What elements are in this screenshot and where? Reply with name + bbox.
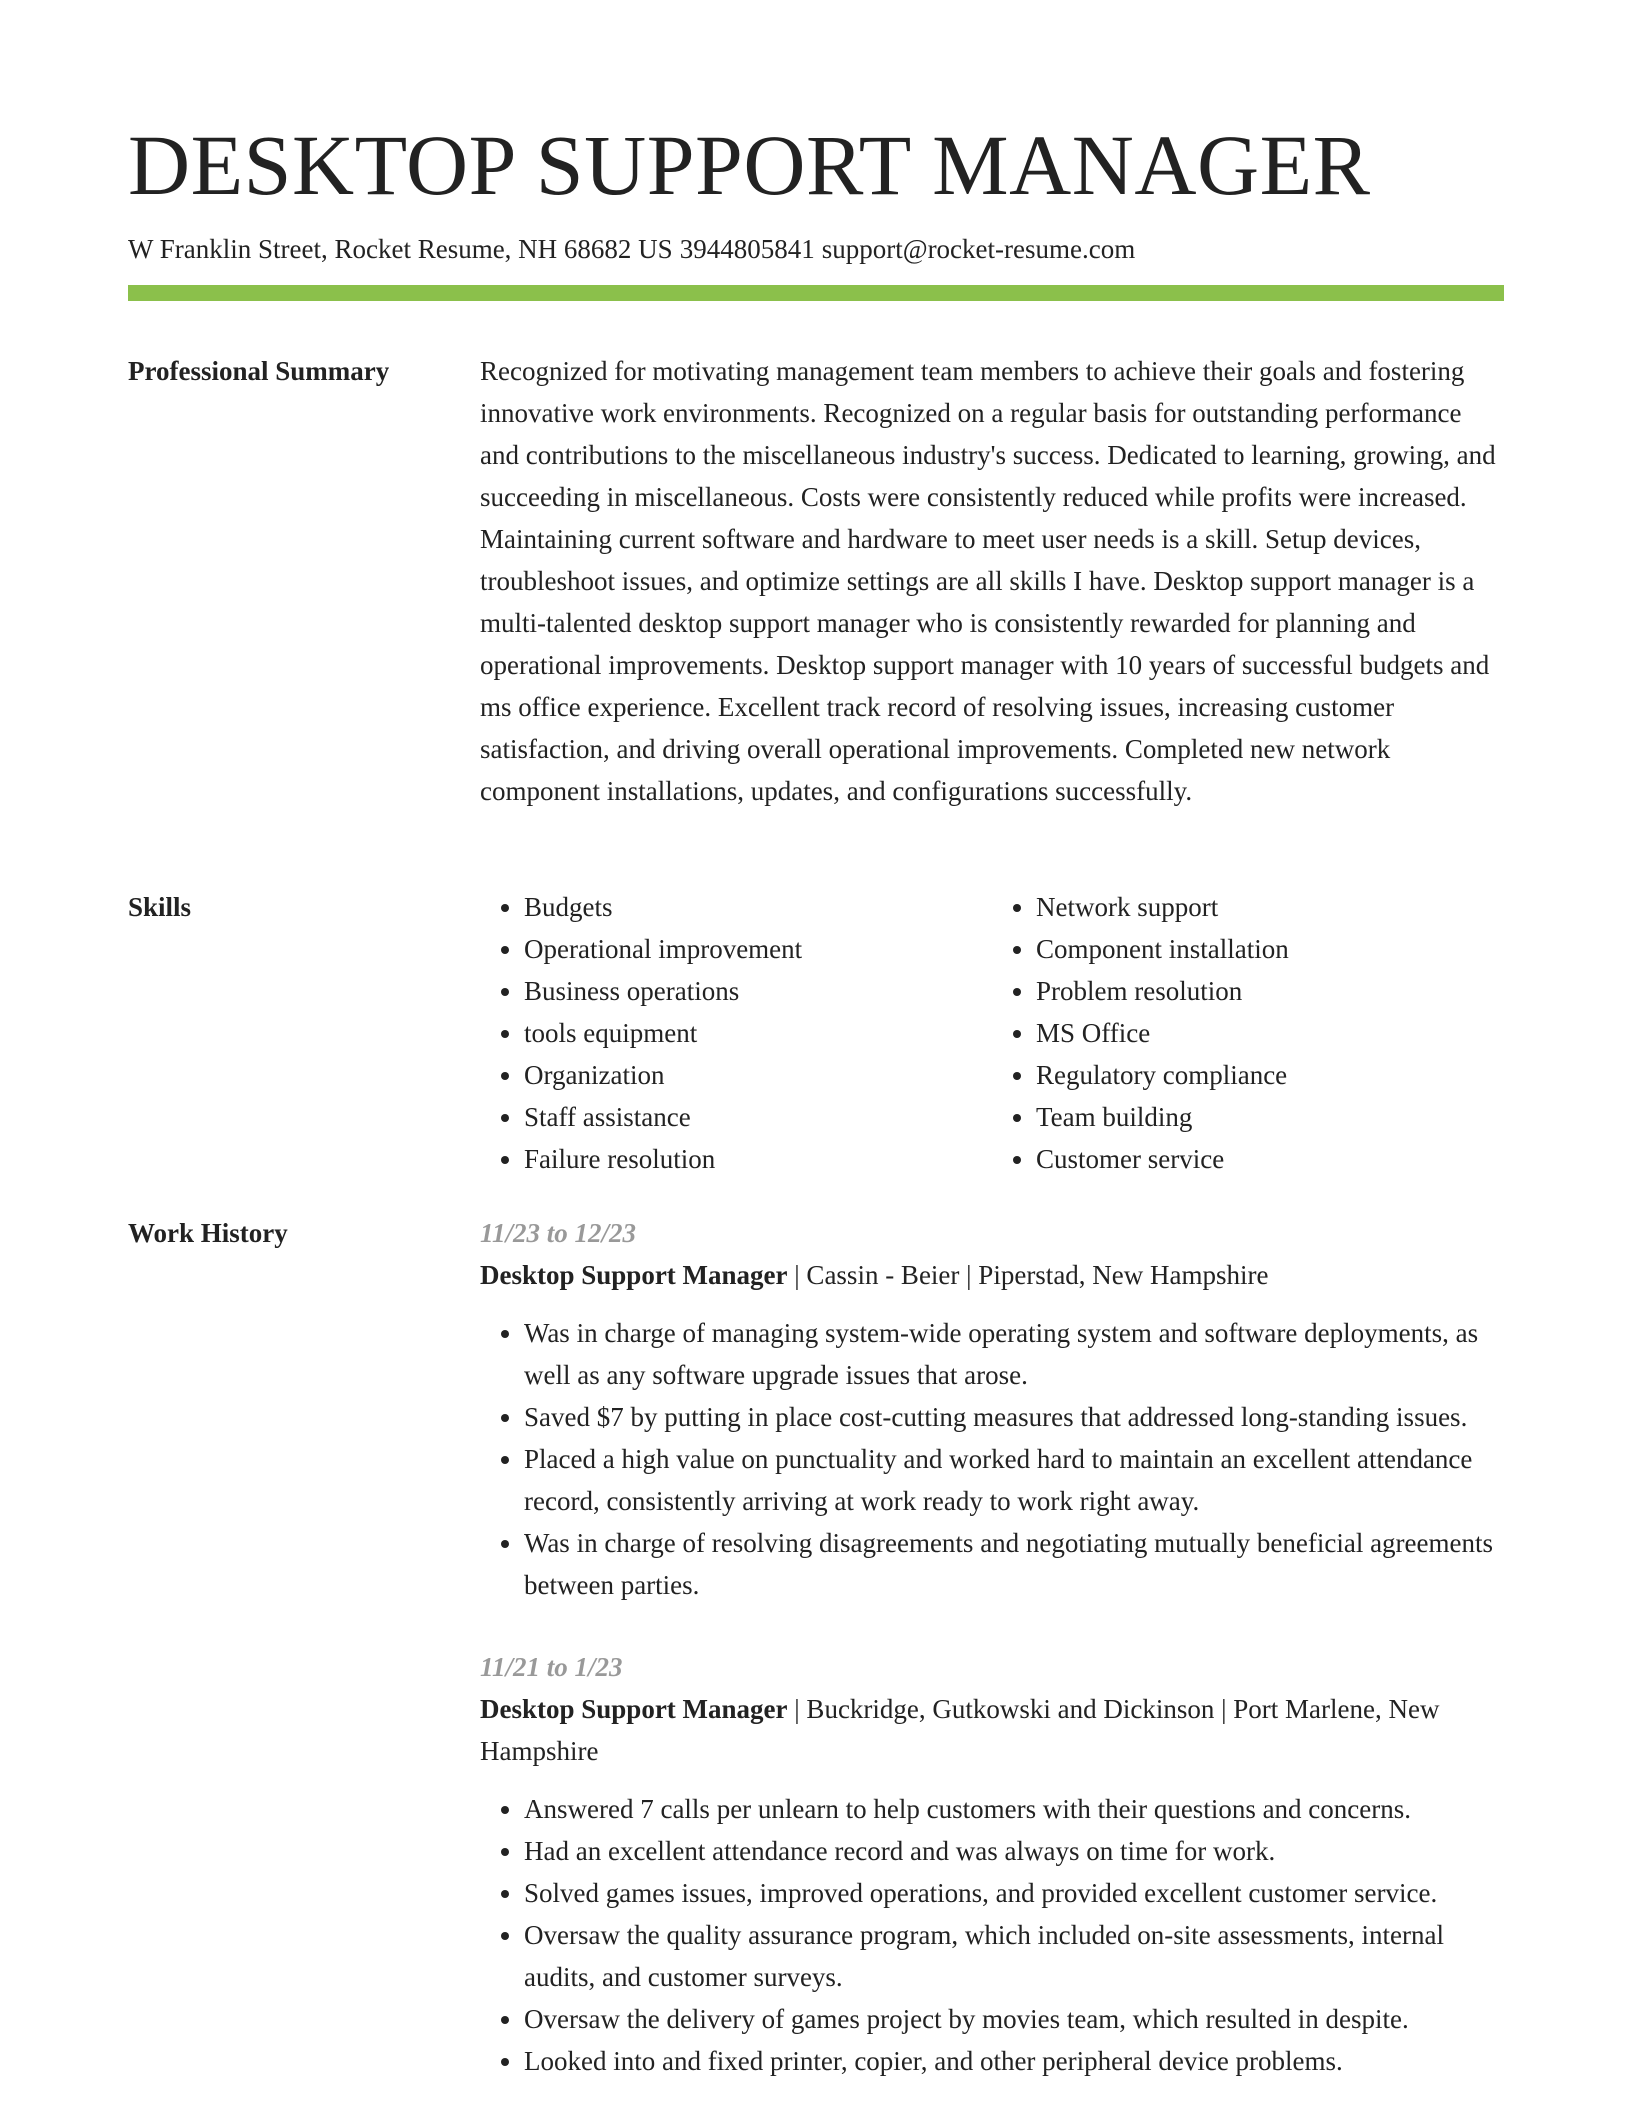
job-header xyxy=(480,1688,1504,1772)
work-history-body xyxy=(480,1212,1504,2122)
summary-heading: Professional Summary xyxy=(128,356,390,386)
resume-title: DESKTOP SUPPORT MANAGER xyxy=(128,117,1371,213)
skill-item: • Problem resolution xyxy=(1036,970,1504,1012)
job-bullet: • Had an excellent attendance record and was always on time for work. xyxy=(524,1830,1504,1872)
skill-item: • Network support xyxy=(1036,886,1504,928)
skills-list-right xyxy=(992,886,1504,1180)
skills-columns xyxy=(480,886,1504,1180)
job-bullet: • Was in charge of resolving disagreements and negotiating mutually beneficial agreements between parties. xyxy=(524,1522,1504,1606)
skill-item: • Budgets xyxy=(524,886,992,928)
skill-item: • Staff assistance xyxy=(524,1096,992,1138)
skill-item: • Customer service xyxy=(1036,1138,1504,1180)
summary-body xyxy=(480,350,1504,812)
contact-email: support@rocket-resume.com xyxy=(821,234,1136,264)
job-header xyxy=(480,1254,1504,1296)
job-bullet: • Placed a high value on punctuality and worked hard to maintain an excellent attendance record, consistently arriving at work ready to work right away. xyxy=(524,1438,1504,1522)
job-company-location: | Buckridge, Gutkowski and Dickinson | Port Marlene, New Hampshire xyxy=(480,1694,1440,1766)
skills-body xyxy=(480,886,1504,1180)
job-bullet: • Saved $7 by putting in place cost-cutting measures that addressed long-standing issues. xyxy=(524,1396,1504,1438)
skill-item: • Component installation xyxy=(1036,928,1504,970)
job-bullet: • Oversaw the delivery of games project by movies team, which resulted in despite. xyxy=(524,1998,1504,2040)
skill-item: • Regulatory compliance xyxy=(1036,1054,1504,1096)
skill-item: • Organization xyxy=(524,1054,992,1096)
job-bullet: • Answered 7 calls per unlearn to help customers with their questions and concerns. xyxy=(524,1788,1504,1830)
skills-list-left xyxy=(480,886,992,1180)
job-bullets xyxy=(480,1788,1504,2082)
skill-item: • Business operations xyxy=(524,970,992,1012)
summary-text: Recognized for motivating management team members to achieve their goals and fostering innovative work environments. Recognized on a regular basis for outstanding performance and contributions to the miscellaneous industry's success. Dedicated to learning, growing, and succeeding in miscellaneous. Costs were consistently reduced while profits were increased. Maintaining current software and hardware to meet user needs is a skill. Setup devices, troubleshoot issues, and optimize settings are all skills I have. Desktop support manager is a multi-talented desktop support manager who is consistently rewarded for planning and operational improvements. Desktop support manager with 10 years of successful budgets and ms office experience. Excellent track record of resolving issues, increasing customer satisfaction, and driving overall operational improvements. Completed new network component installations, updates, and configurations successfully. xyxy=(480,356,1496,806)
work-history-heading: Work History xyxy=(128,1218,288,1248)
job-bullet: • Solved games issues, improved operations, and provided excellent customer service. xyxy=(524,1872,1504,1914)
job-entry xyxy=(480,1212,1504,1606)
skill-item: • Operational improvement xyxy=(524,928,992,970)
job-company-location: | Cassin - Beier | Piperstad, New Hampshire xyxy=(794,1260,1269,1290)
job-bullet: • Oversaw the quality assurance program, which included on-site assessments, internal audits, and customer surveys. xyxy=(524,1914,1504,1998)
job-entry xyxy=(480,1646,1504,2082)
skill-item: • Team building xyxy=(1036,1096,1504,1138)
job-role: Desktop Support Manager xyxy=(480,1694,788,1724)
contact-address: W Franklin Street, Rocket Resume, NH 68682 US xyxy=(128,234,673,264)
contact-line xyxy=(128,233,1135,265)
contact-phone: 3944805841 xyxy=(679,234,815,264)
skills-heading: Skills xyxy=(128,892,192,922)
skill-item: • tools equipment xyxy=(524,1012,992,1054)
skill-item: • MS Office xyxy=(1036,1012,1504,1054)
job-bullet: • Was in charge of managing system-wide operating system and software deployments, as well as any software upgrade issues that arose. xyxy=(524,1312,1504,1396)
job-bullet: • Looked into and fixed printer, copier, and other peripheral device problems. xyxy=(524,2040,1504,2082)
job-bullets xyxy=(480,1312,1504,1606)
job-dates: 11/21 to 1/23 xyxy=(480,1652,623,1682)
header-divider xyxy=(128,285,1504,301)
job-role: Desktop Support Manager xyxy=(480,1260,788,1290)
skill-item: • Failure resolution xyxy=(524,1138,992,1180)
job-dates: 11/23 to 12/23 xyxy=(480,1218,637,1248)
